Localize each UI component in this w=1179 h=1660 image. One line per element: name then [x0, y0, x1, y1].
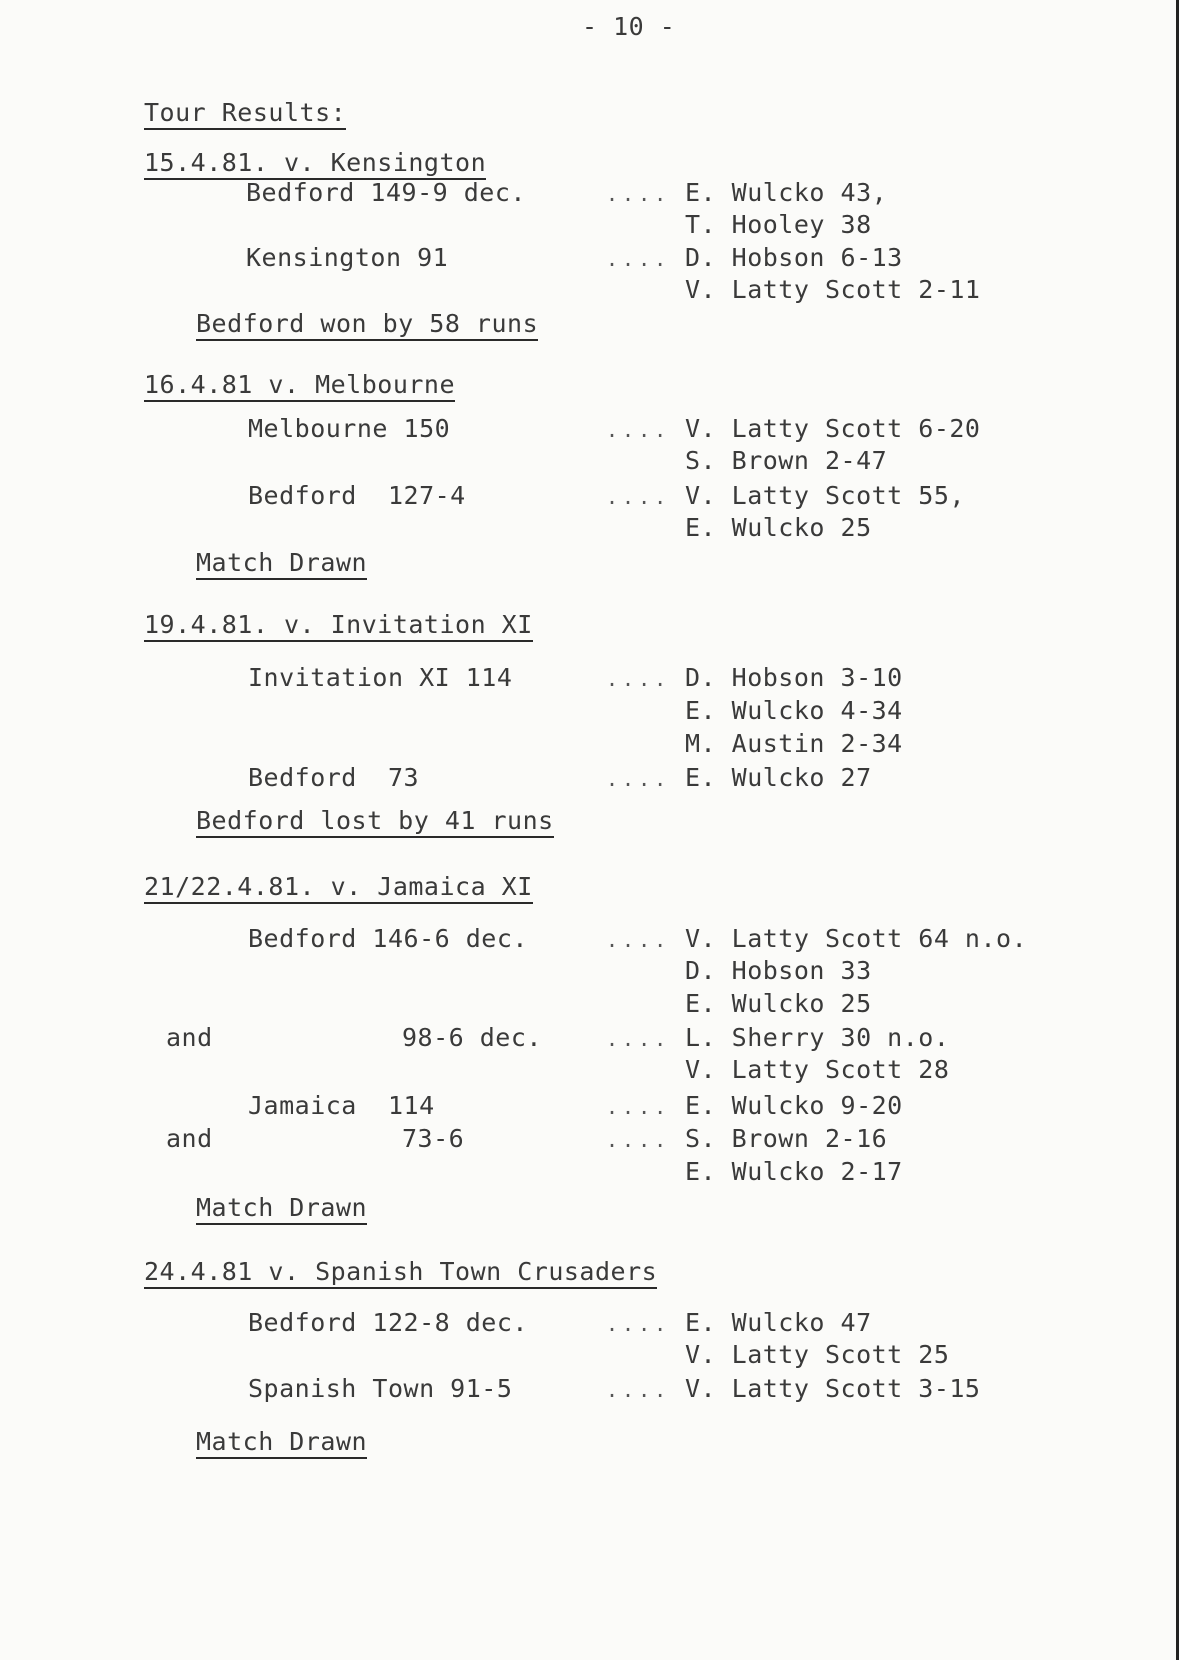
- performer: S. Brown 2-47: [685, 446, 888, 475]
- innings-team: Bedford 149-9 dec.: [246, 178, 526, 207]
- innings-prefix: and: [166, 1124, 213, 1153]
- match-result: Match Drawn: [196, 1195, 367, 1225]
- match-result: Bedford lost by 41 runs: [196, 808, 554, 838]
- performer: V. Latty Scott 64 n.o.: [685, 924, 1028, 953]
- performer: T. Hooley 38: [685, 210, 872, 239]
- innings-team: Kensington 91: [246, 243, 449, 272]
- match-title: 24.4.81 v. Spanish Town Crusaders: [144, 1259, 657, 1289]
- match-result: Match Drawn: [196, 550, 367, 580]
- leader-dots: ....: [606, 1027, 671, 1051]
- performer: E. Wulcko 25: [685, 513, 872, 542]
- leader-dots: ....: [606, 1312, 671, 1336]
- performer: L. Sherry 30 n.o.: [685, 1023, 950, 1052]
- innings-team: 98-6 dec.: [402, 1023, 542, 1052]
- performer: V. Latty Scott 6-20: [685, 414, 981, 443]
- performer: M. Austin 2-34: [685, 729, 903, 758]
- innings-team: Bedford 127-4: [248, 481, 466, 510]
- leader-dots: ....: [606, 182, 671, 206]
- match-title: 21/22.4.81. v. Jamaica XI: [144, 874, 533, 904]
- match-result: Bedford won by 58 runs: [196, 311, 538, 341]
- innings-team: Melbourne 150: [248, 414, 451, 443]
- leader-dots: ....: [606, 1128, 671, 1152]
- performer: S. Brown 2-16: [685, 1124, 888, 1153]
- performer: E. Wulcko 9-20: [685, 1091, 903, 1120]
- leader-dots: ....: [606, 667, 671, 691]
- innings-prefix: and: [166, 1023, 213, 1052]
- match-title: 15.4.81. v. Kensington: [144, 150, 486, 180]
- performer: E. Wulcko 25: [685, 989, 872, 1018]
- leader-dots: ....: [606, 767, 671, 791]
- innings-team: Bedford 122-8 dec.: [248, 1308, 528, 1337]
- page-number: - 10 -: [582, 12, 676, 41]
- page-heading: Tour Results:: [144, 100, 346, 130]
- performer: E. Wulcko 27: [685, 763, 872, 792]
- leader-dots: ....: [606, 1095, 671, 1119]
- performer: E. Wulcko 4-34: [685, 696, 903, 725]
- performer: D. Hobson 6-13: [685, 243, 903, 272]
- performer: V. Latty Scott 2-11: [685, 275, 981, 304]
- innings-team: 73-6: [402, 1124, 465, 1153]
- performer: V. Latty Scott 55,: [685, 481, 965, 510]
- leader-dots: ....: [606, 418, 671, 442]
- innings-team: Spanish Town 91-5: [248, 1374, 513, 1403]
- performer: E. Wulcko 2-17: [685, 1157, 903, 1186]
- innings-team: Bedford 73: [248, 763, 420, 792]
- match-title: 16.4.81 v. Melbourne: [144, 372, 455, 402]
- performer: E. Wulcko 43,: [685, 178, 888, 207]
- leader-dots: ....: [606, 928, 671, 952]
- performer: D. Hobson 3-10: [685, 663, 903, 692]
- performer: V. Latty Scott 25: [685, 1340, 950, 1369]
- performer: D. Hobson 33: [685, 956, 872, 985]
- match-title: 19.4.81. v. Invitation XI: [144, 612, 533, 642]
- innings-team: Jamaica 114: [248, 1091, 435, 1120]
- innings-team: Invitation XI 114: [248, 663, 513, 692]
- performer: V. Latty Scott 28: [685, 1055, 950, 1084]
- performer: V. Latty Scott 3-15: [685, 1374, 981, 1403]
- leader-dots: ....: [606, 1378, 671, 1402]
- performer: E. Wulcko 47: [685, 1308, 872, 1337]
- match-result: Match Drawn: [196, 1429, 367, 1459]
- leader-dots: ....: [606, 485, 671, 509]
- leader-dots: ....: [606, 247, 671, 271]
- innings-team: Bedford 146-6 dec.: [248, 924, 528, 953]
